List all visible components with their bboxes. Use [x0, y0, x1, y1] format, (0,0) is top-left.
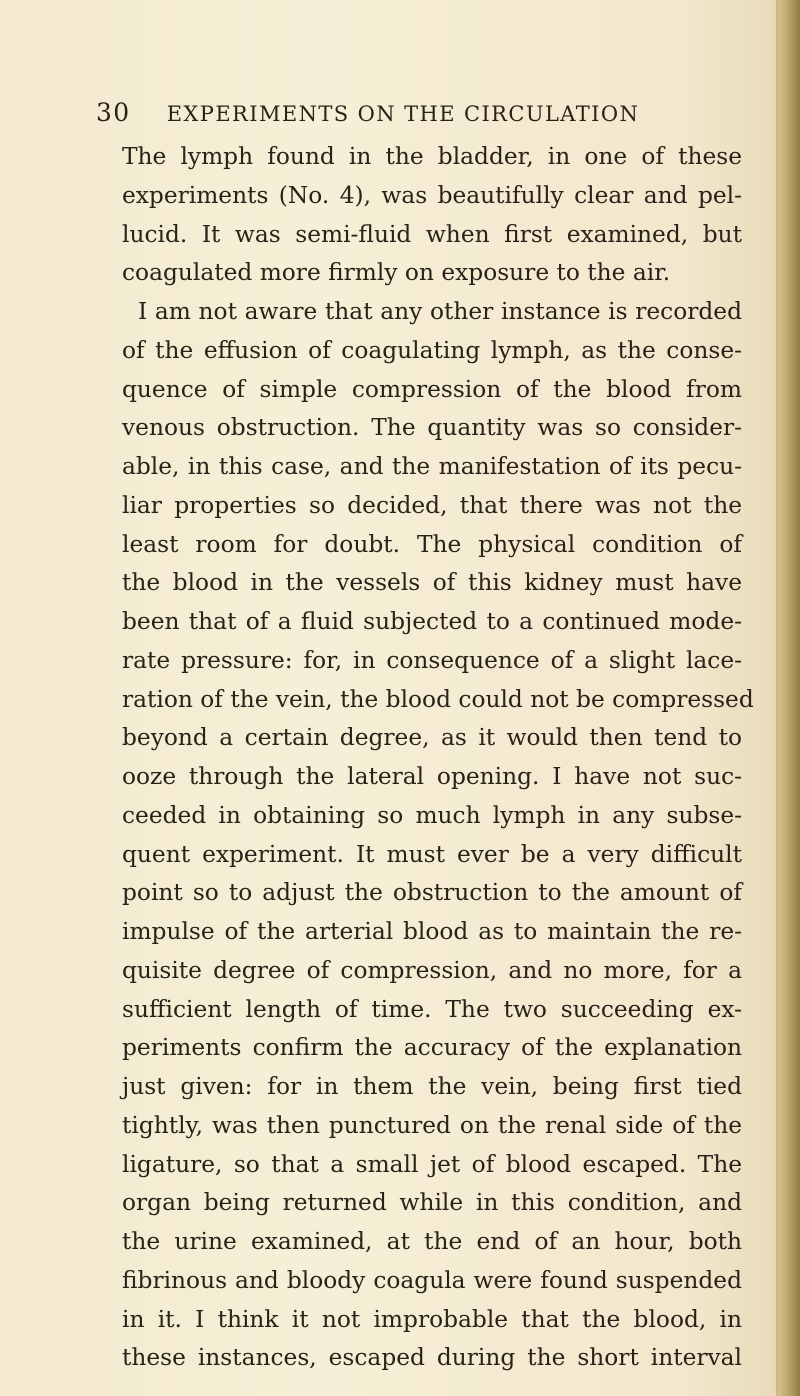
text-line: fibrinous and bloody coagula were found suspended [122, 1266, 742, 1294]
text-line: beyond a certain degree, as it would then tend to [122, 724, 742, 752]
text-line: liar properties so decided, that there was not the [122, 491, 742, 519]
text-line: the urine examined, at the end of an hour, both [122, 1228, 742, 1255]
text-line: least room for doubt. The physical condition of [122, 530, 742, 558]
body-text [122, 138, 754, 1378]
text-line: impulse of the arterial blood as to maintain the re- [122, 918, 742, 945]
text-line: quent experiment. It must ever be a very difficult [122, 840, 742, 868]
text-line: lucid. It was semi-fluid when first examined, but [122, 220, 742, 248]
text-line: quisite degree of compression, and no more, for a [122, 956, 742, 984]
text-line: ration of the vein, the blood could not be compressed [122, 685, 754, 713]
text-line: The lymph found in the bladder, in one of these [122, 143, 742, 170]
running-title: EXPERIMENTS ON THE CIRCULATION [166, 102, 640, 126]
text-line: ooze through the lateral opening. I have not suc- [122, 763, 742, 790]
text-line: periments confirm the accuracy of the explanation [122, 1034, 742, 1062]
text-line: coagulated more firmly on exposure to the air. [122, 259, 671, 287]
page-edge-line [776, 0, 778, 1396]
text-line: ligature, so that a small jet of blood escaped. The [122, 1150, 742, 1178]
text-line: organ being returned while in this condition, and [122, 1189, 742, 1217]
text-line: these instances, escaped during the short interval [122, 1344, 742, 1372]
text-line: venous obstruction. The quantity was so consider- [122, 414, 742, 442]
text-line: in it. I think it not improbable that the blood, in [122, 1305, 742, 1333]
text-line: I am not aware that any other instance is recorded [138, 298, 742, 325]
text-line: been that of a fluid subjected to a continued mode- [122, 608, 742, 635]
page-edge [778, 0, 800, 1396]
page-number: 30 [96, 98, 131, 127]
text-line: ceeded in obtaining so much lymph in any subse- [122, 801, 742, 829]
text-line: sufficient length of time. The two succeeding ex- [122, 995, 742, 1023]
text-line: rate pressure: for, in consequence of a slight lace- [122, 646, 742, 674]
text-line: able, in this case, and the manifestation of its pecu- [122, 453, 742, 480]
text-line: of the effusion of coagulating lymph, as the conse- [122, 336, 742, 364]
text-line: experiments (No. 4), was beautifully clear and pel- [122, 181, 742, 209]
text-line: point so to adjust the obstruction to the amount of [122, 879, 742, 907]
text-line: tightly, was then punctured on the renal side of the [122, 1111, 742, 1139]
text-line: quence of simple compression of the blood from [122, 375, 742, 403]
text-line: just given: for in them the vein, being first tied [122, 1073, 742, 1100]
running-header [96, 98, 736, 128]
text-line: the blood in the vessels of this kidney must have [122, 569, 742, 597]
